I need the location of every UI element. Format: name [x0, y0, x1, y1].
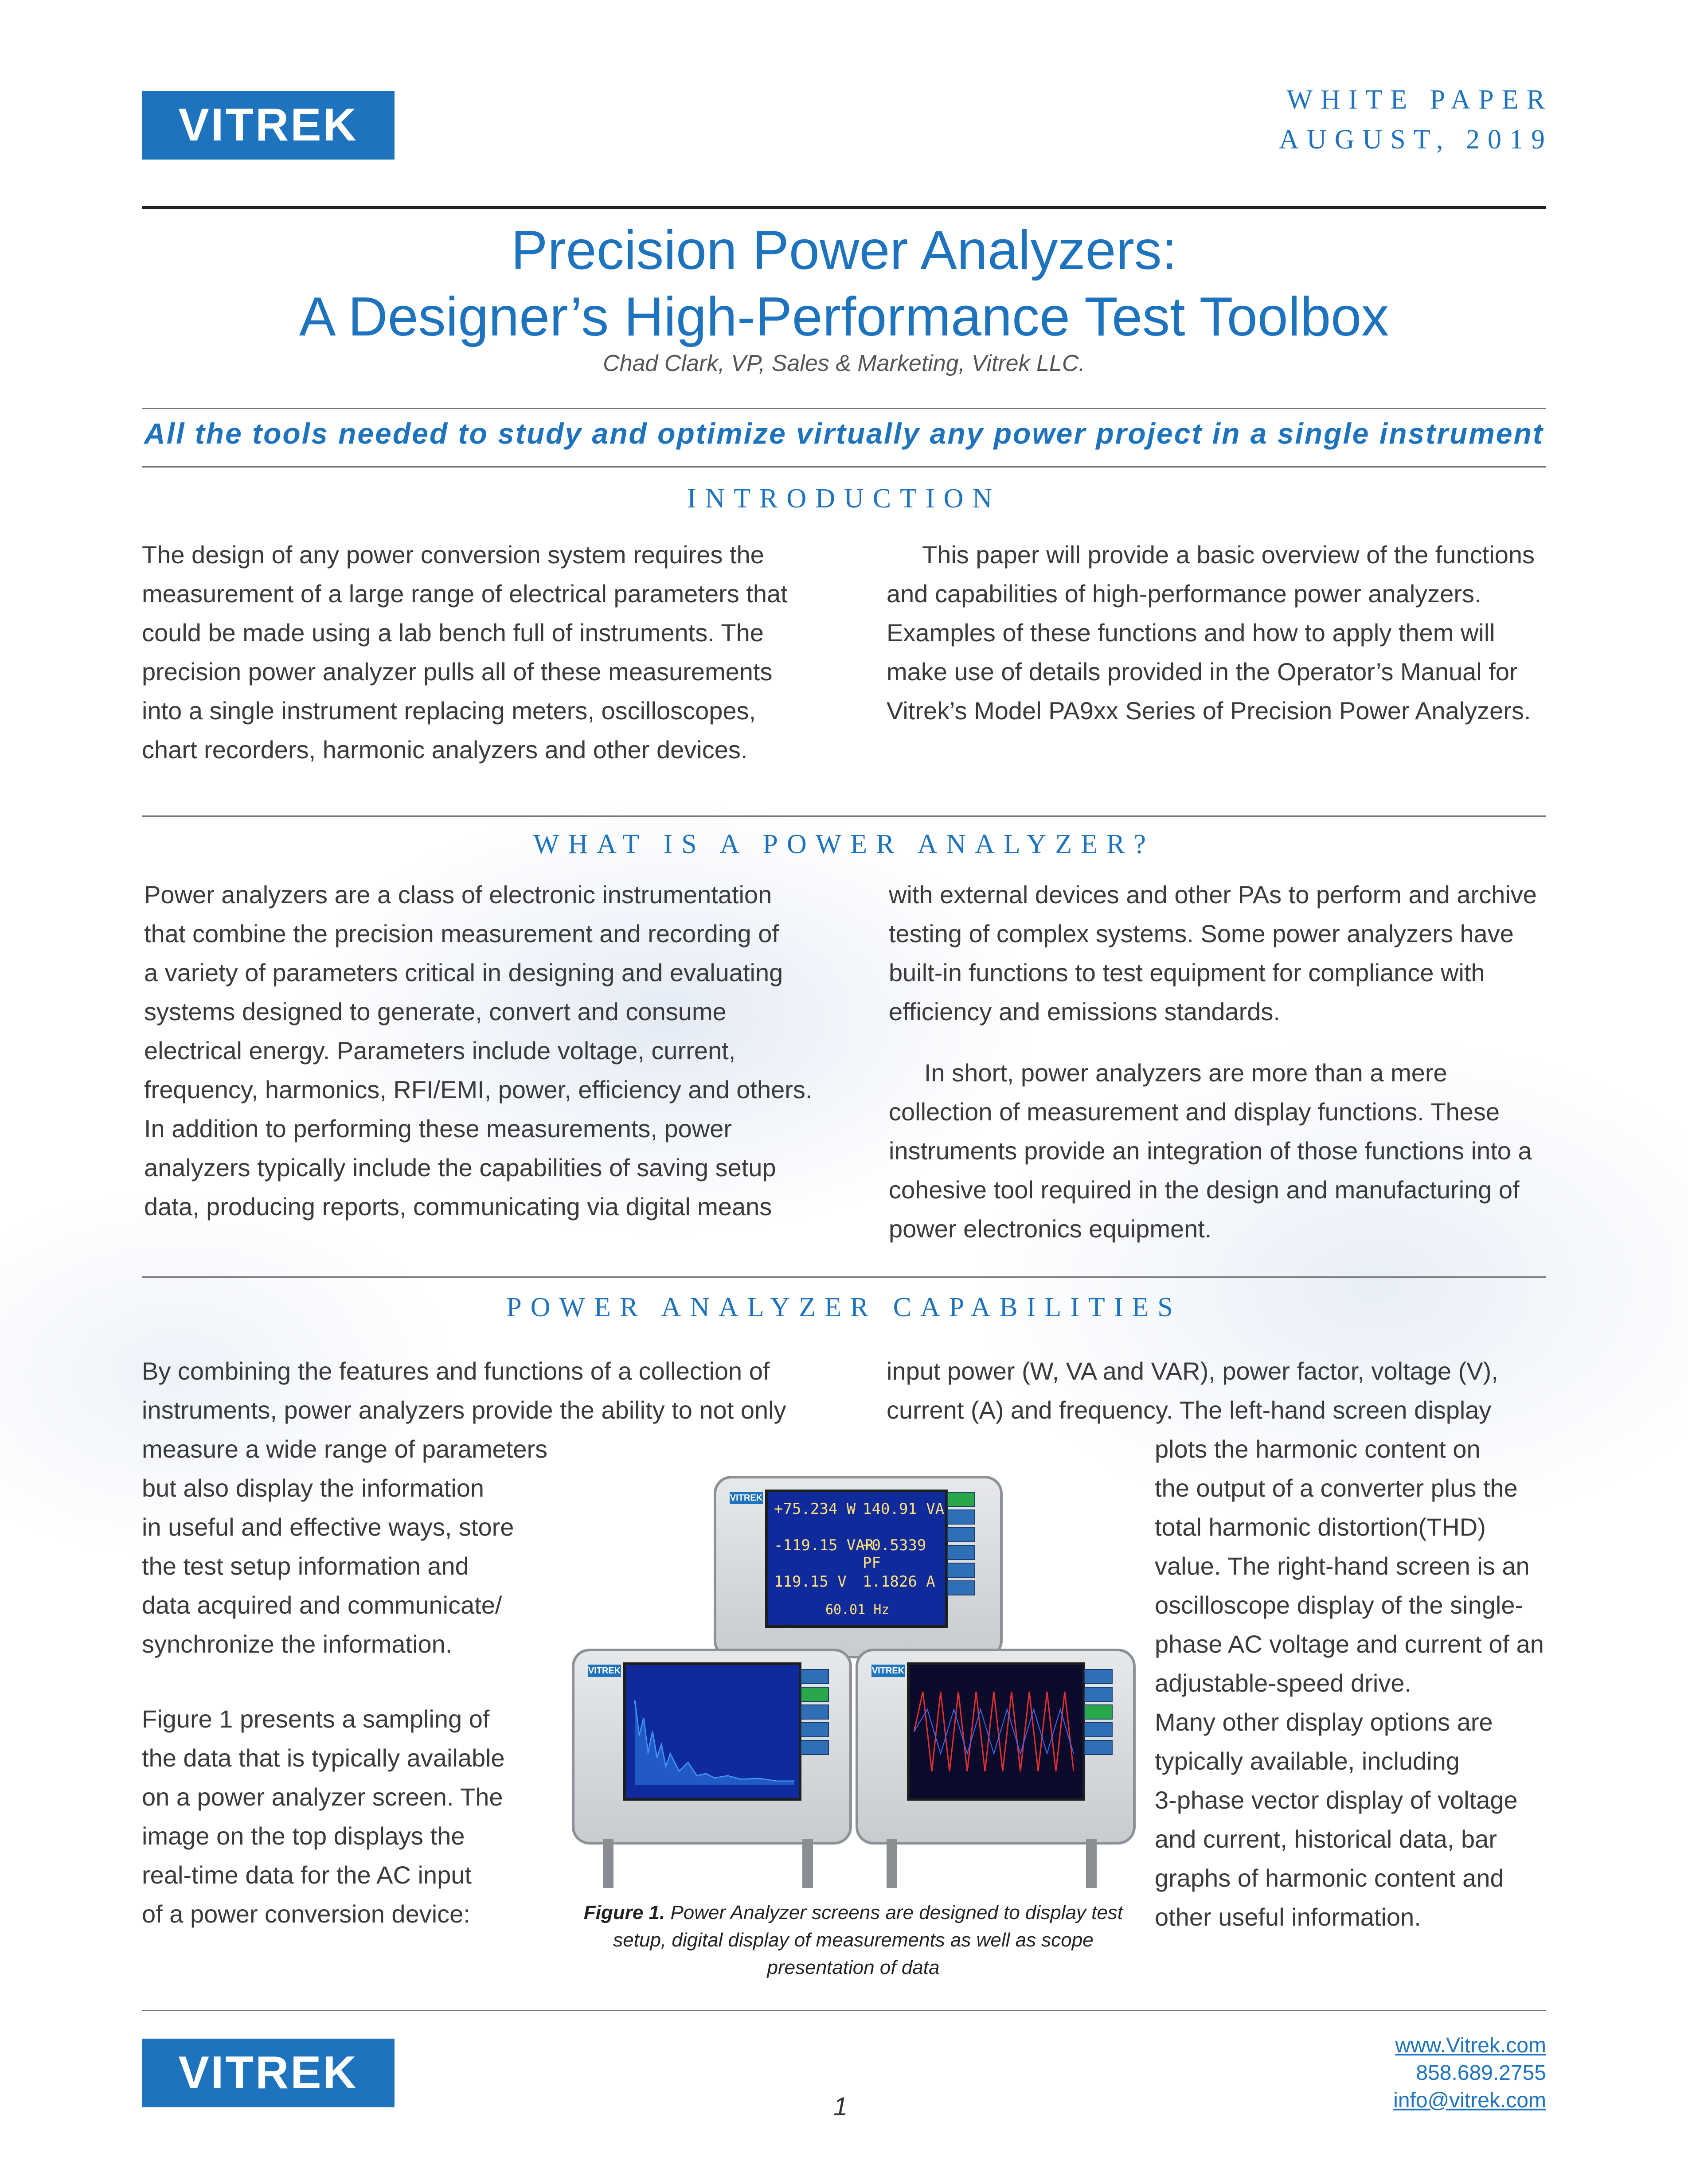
text-line: on a power analyzer screen. The	[142, 1783, 503, 1811]
text-line: precision power analyzer pulls all of these measurements	[142, 658, 773, 686]
website-link[interactable]: www.Vitrek.com	[1395, 2034, 1546, 2057]
text-line: Many other display options are	[1155, 1708, 1493, 1736]
caption-label: Figure 1.	[583, 1902, 665, 1923]
text-line: built-in functions to test equipment for compliance with	[889, 959, 1485, 987]
text-line: of a power conversion device:	[142, 1900, 470, 1928]
intro-col-2	[887, 535, 1551, 730]
side-button	[947, 1509, 975, 1525]
text-line: electrical energy. Parameters include voltage, current,	[144, 1037, 736, 1065]
what-is-col-1	[144, 875, 827, 1226]
capabilities-right-col	[1155, 1430, 1554, 1937]
text-line: phase AC voltage and current of an	[1155, 1630, 1544, 1658]
text-line: instruments provide an integration of those functions into a	[889, 1137, 1532, 1165]
text-line: could be made using a lab bench full of instruments. The	[142, 619, 764, 647]
text-line: input power (W, VA and VAR), power factor, voltage (V),	[887, 1357, 1498, 1385]
footer-rule	[142, 2010, 1546, 2011]
device-leg	[1086, 1839, 1097, 1888]
text-line: Examples of these functions and how to apply them will	[887, 619, 1495, 647]
title-line-1: Precision Power Analyzers:	[511, 220, 1177, 281]
text-line: a variety of parameters critical in designing and evaluating	[144, 959, 783, 987]
page-number: 1	[833, 2092, 848, 2121]
text-line: make use of details provided in the Operator’s Manual for	[887, 658, 1518, 686]
reading-volts: 119.15 V	[774, 1573, 847, 1591]
text-line: current (A) and frequency. The left-hand screen display	[887, 1396, 1492, 1424]
text-line: measurement of a large range of electrical parameters that	[142, 580, 788, 608]
author: Chad Clark, VP, Sales & Marketing, Vitrek LLC.	[603, 351, 1085, 376]
side-button	[801, 1740, 829, 1755]
text-line: data acquired and communicate/	[142, 1591, 502, 1619]
what-is-heading: WHAT IS A POWER ANALYZER?	[533, 829, 1155, 859]
logo-text: VITREK	[178, 99, 358, 151]
caption-line: Power Analyzer screens are designed to display test	[670, 1902, 1123, 1923]
header-rule	[142, 206, 1546, 209]
scope-plot	[910, 1665, 1082, 1798]
text-line: adjustable-speed drive.	[1155, 1669, 1412, 1697]
side-button	[801, 1704, 829, 1720]
doc-date: AUGUST, 2019	[1279, 125, 1553, 155]
screen-harmonics	[623, 1662, 801, 1801]
text-line: the output of a converter plus the	[1155, 1474, 1518, 1502]
text-line: systems designed to generate, convert and consume	[144, 998, 727, 1026]
what-is-col-2	[889, 875, 1554, 1248]
text-line: power electronics equipment.	[889, 1215, 1212, 1243]
section-rule-2	[142, 1276, 1546, 1278]
side-button	[1084, 1687, 1113, 1702]
analyzer-device-left	[572, 1649, 852, 1845]
text-line: This paper will provide a basic overview of the functions	[922, 541, 1535, 569]
footer-vitrek-logo	[142, 2039, 395, 2107]
text-line: the data that is typically available	[142, 1744, 505, 1772]
side-button	[947, 1580, 975, 1595]
side-button	[947, 1527, 975, 1542]
text-line: By combining the features and functions of a collection of	[142, 1357, 770, 1385]
figure-caption	[572, 1899, 1135, 1981]
device-brand-badge: VITREK	[730, 1492, 763, 1504]
text-line: other useful information.	[1155, 1903, 1421, 1931]
analyzer-device-top	[714, 1476, 1003, 1658]
side-button	[947, 1492, 975, 1507]
device-leg	[887, 1839, 897, 1888]
device-leg	[603, 1839, 613, 1888]
text-line: Vitrek’s Model PA9xx Series of Precision Power Analyzers.	[887, 697, 1531, 725]
text-line: and capabilities of high-performance power analyzers.	[887, 580, 1481, 608]
reading-var: -119.15 VAR	[774, 1537, 874, 1554]
text-line: data, producing reports, communicating via digital means	[144, 1193, 772, 1221]
screen-scope	[907, 1662, 1085, 1801]
screen-top	[765, 1490, 948, 1628]
text-line: total harmonic distortion(THD)	[1155, 1513, 1486, 1541]
side-button	[801, 1687, 829, 1702]
caption-line: presentation of data	[767, 1957, 940, 1978]
tagline-rule-top	[142, 408, 1546, 409]
text-line: synchronize the information.	[142, 1630, 453, 1658]
text-line: collection of measurement and display functions. These	[889, 1098, 1500, 1126]
text-line: Power analyzers are a class of electronic instrumentation	[144, 881, 772, 909]
tagline: All the tools needed to study and optimize virtually any power project in a single instrument	[144, 417, 1544, 450]
text-line: cohesive tool required in the design and manufacturing of	[889, 1176, 1520, 1204]
logo-text: VITREK	[178, 2047, 358, 2098]
harmonic-plot	[626, 1665, 799, 1798]
text-line: into a single instrument replacing meters, oscilloscopes,	[142, 697, 756, 725]
introduction-heading: INTRODUCTION	[687, 484, 1001, 514]
intro-col-1	[142, 535, 816, 769]
vitrek-logo	[142, 91, 395, 160]
title-line-2: A Designer’s High-Performance Test Toolbox	[299, 286, 1389, 347]
email-link[interactable]: info@vitrek.com	[1393, 2089, 1546, 2112]
capabilities-heading: POWER ANALYZER CAPABILITIES	[506, 1292, 1182, 1322]
side-button	[801, 1722, 829, 1737]
side-button	[947, 1563, 975, 1578]
side-button	[1084, 1669, 1113, 1684]
section-rule-1	[142, 815, 1546, 817]
reading-pf: +0.5339 PF	[863, 1537, 926, 1572]
text-line: Figure 1 presents a sampling of	[142, 1705, 490, 1733]
device-leg	[802, 1839, 813, 1888]
text-line: instruments, power analyzers provide the ability to not only	[142, 1396, 786, 1424]
caption-line: setup, digital display of measurements as well as scope	[613, 1929, 1094, 1951]
side-button	[1084, 1704, 1113, 1720]
doc-type: WHITE PAPER	[1286, 85, 1553, 115]
page-title	[0, 217, 1688, 350]
text-line: but also display the information	[142, 1474, 484, 1502]
text-line: In short, power analyzers are more than a mere	[924, 1059, 1447, 1087]
capabilities-left-bottom	[142, 1700, 585, 1934]
text-line: image on the top displays the	[142, 1822, 465, 1850]
text-line: The design of any power conversion system requires the	[142, 541, 764, 569]
phone-number: 858.689.2755	[1416, 2061, 1546, 2085]
text-line: efficiency and emissions standards.	[889, 998, 1280, 1026]
text-line: in useful and effective ways, store	[142, 1513, 514, 1541]
side-button	[1084, 1722, 1113, 1737]
text-line: 3-phase vector display of voltage	[1155, 1786, 1518, 1814]
text-line: that combine the precision measurement and recording of	[144, 920, 779, 948]
text-line: typically available, including	[1155, 1747, 1460, 1775]
text-line: and current, historical data, bar	[1155, 1825, 1497, 1853]
side-button	[947, 1545, 975, 1560]
text-line: value. The right-hand screen is an	[1155, 1552, 1530, 1580]
text-line: with external devices and other PAs to perform and archive	[889, 881, 1537, 909]
reading-amps: 1.1826 A	[863, 1573, 935, 1591]
figure-1	[572, 1476, 1135, 1901]
text-line: oscilloscope display of the single-	[1155, 1591, 1524, 1619]
text-line: the test setup information and	[142, 1552, 469, 1580]
text-line: testing of complex systems. Some power analyzers have	[889, 920, 1514, 948]
reading-va: 140.91 VA	[863, 1500, 945, 1518]
text-line: In addition to performing these measurements, power	[144, 1115, 732, 1143]
text-line: chart recorders, harmonic analyzers and other devices.	[142, 736, 748, 764]
device-brand-badge: VITREK	[588, 1665, 621, 1677]
text-line: graphs of harmonic content and	[1155, 1864, 1504, 1892]
capabilities-right-top	[887, 1352, 1551, 1430]
footer-contact	[1393, 2032, 1546, 2114]
text-line: real-time data for the AC input	[142, 1861, 472, 1889]
side-button	[1084, 1740, 1113, 1755]
text-line: analyzers typically include the capabilities of saving setup	[144, 1154, 776, 1182]
text-line: plots the harmonic content on	[1155, 1435, 1481, 1463]
device-brand-badge: VITREK	[871, 1665, 905, 1677]
side-button	[801, 1669, 829, 1684]
reading-watts: +75.234 W	[774, 1500, 856, 1518]
tagline-rule-bottom	[142, 466, 1546, 468]
text-line: measure a wide range of parameters	[142, 1435, 548, 1463]
text-line: frequency, harmonics, RFI/EMI, power, efficiency and others.	[144, 1076, 813, 1104]
reading-freq: 60.01 Hz	[825, 1602, 890, 1618]
analyzer-device-right	[856, 1649, 1136, 1845]
